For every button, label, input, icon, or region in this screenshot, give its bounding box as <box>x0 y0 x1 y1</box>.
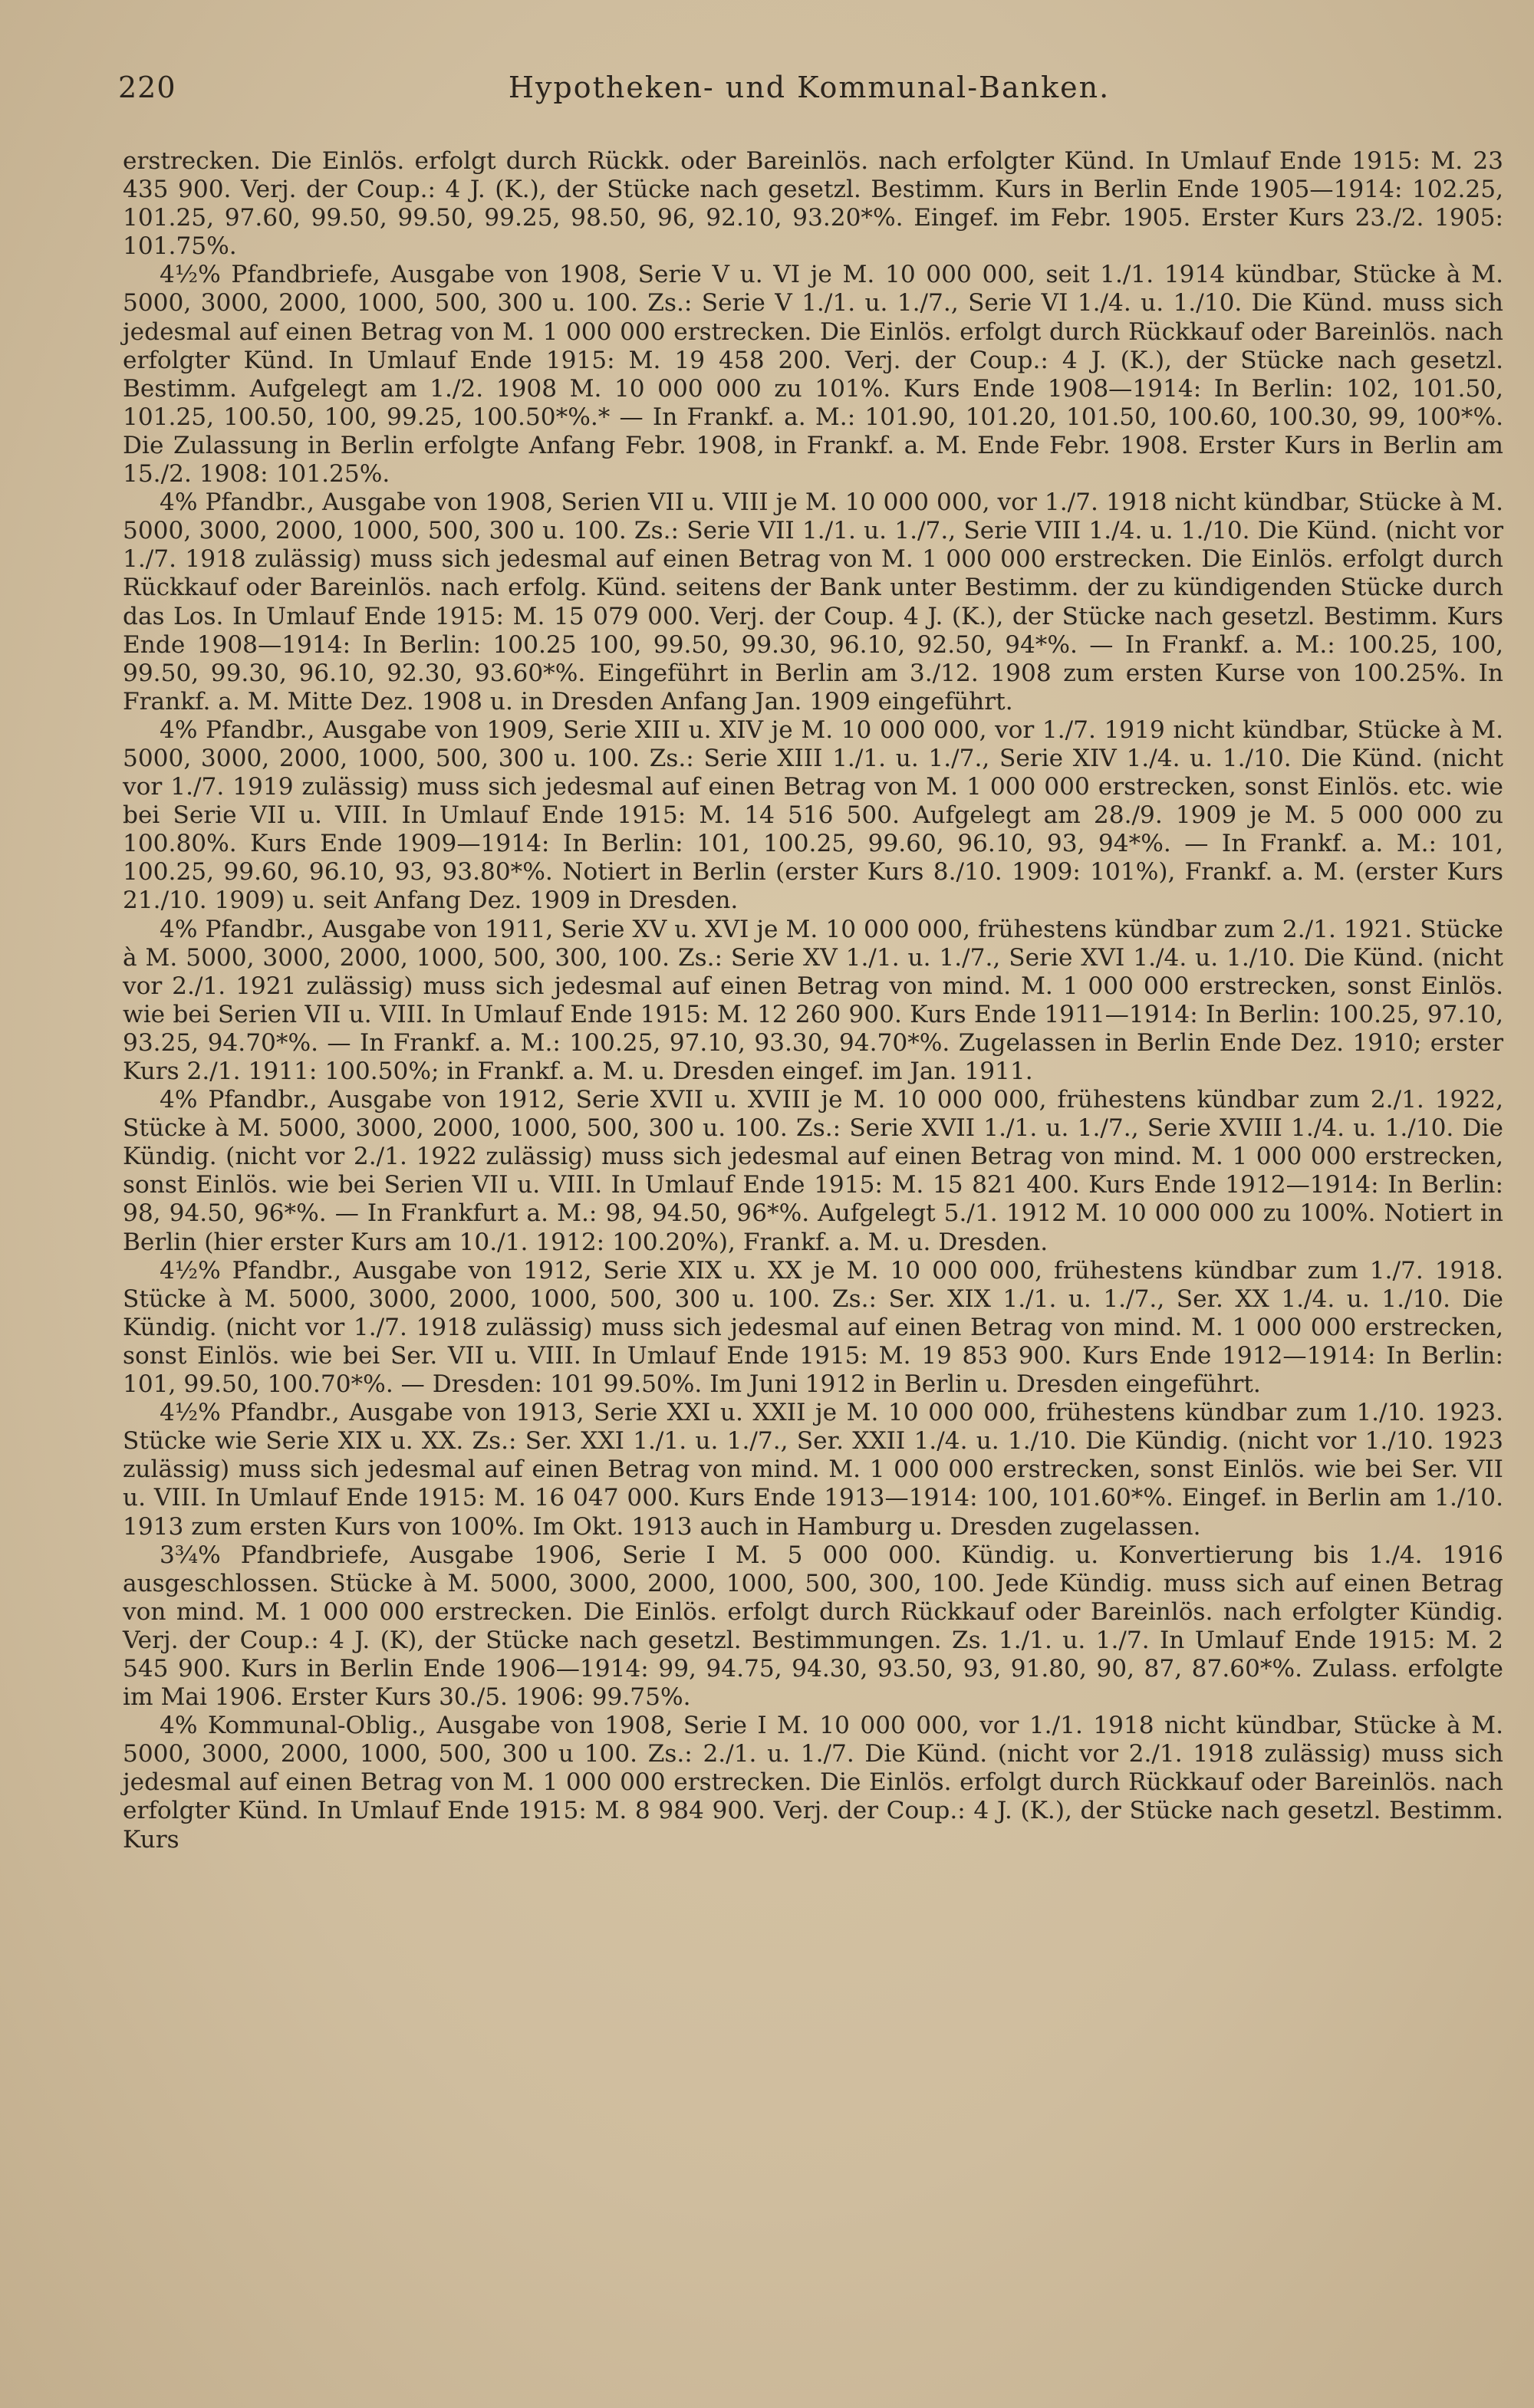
paragraph-pfandbr-series-vii-viii: 4% Pfandbr., Ausgabe von 1908, Serien VII u. VIII je M. 10 000 000, vor 1./7. 1918 nicht kündbar, Stücke à M. 5000, 3000, 2000, 1000, 500, 300 u. 100. Zs.: Serie VII 1./1. u. 1./7., Serie VIII 1./4. u. 1./10. Die Künd. (nicht vor 1./7. 1918 zulässig) muss sich jedesmal auf einen Betrag von M. 1 000 000 erstrecken. Die Einlös. erfolgt durch Rückkauf oder Bareinlös. nach erfolg. Künd. seitens der Bank unter Bestimm. der zu kündigenden Stücke durch das Los. In Umlauf Ende 1915: M. 15 079 000. Verj. der Coup. 4 J. (K.), der Stücke nach gesetzl. Bestimm. Kurs Ende 1908—1914: In Berlin: 100.25 100, 99.50, 99.30, 96.10, 92.50, 94*%. — In Frankf. a. M.: 100.25, 100, 99.50, 99.30, 96.10, 92.30, 93.60*%. Eingeführt in Berlin am 3./12. 1908 zum ersten Kurse von 100.25%. In Frankf. a. M. Mitte Dez. 1908 u. in Dresden Anfang Jan. 1909 eingeführt. <box>123 489 1503 715</box>
body-text <box>123 147 1503 1854</box>
page-number: 220 <box>118 71 176 104</box>
paragraph-pfandbr-series-xiii-xiv: 4% Pfandbr., Ausgabe von 1909, Serie XIII u. XIV je M. 10 000 000, vor 1./7. 1919 nicht kündbar, Stücke à M. 5000, 3000, 2000, 1000, 500, 300 u. 100. Zs.: Serie XIII 1./1. u. 1./7., Serie XIV 1./4. u. 1./10. Die Künd. (nicht vor 1./7. 1919 zulässig) muss sich jedesmal auf einen Betrag von M. 1 000 000 erstrecken, sonst Einlös. etc. wie bei Serie VII u. VIII. In Umlauf Ende 1915: M. 14 516 500. Aufgelegt am 28./9. 1909 je M. 5 000 000 zu 100.80%. Kurs Ende 1909—1914: In Berlin: 101, 100.25, 99.60, 96.10, 93, 94*%. — In Frankf. a. M.: 101, 100.25, 99.60, 96.10, 93, 93.80*%. Notiert in Berlin (erster Kurs 8./10. 1909: 101%), Frankf. a. M. (erster Kurs 21./10. 1909) u. seit Anfang Dez. 1909 in Dresden. <box>123 715 1503 915</box>
paragraph-pfandbriefe-series-v-vi: 4½% Pfandbriefe, Ausgabe von 1908, Serie V u. VI je M. 10 000 000, seit 1./1. 1914 kündbar, Stücke à M. 5000, 3000, 2000, 1000, 500, 300 u. 100. Zs.: Serie V 1./1. u. 1./7., Serie VI 1./4. u. 1./10. Die Künd. muss sich jedesmal auf einen Betrag von M. 1 000 000 erstrecken. Die Einlös. erfolgt durch Rückkauf oder Bareinlös. nach erfolgter Künd. In Umlauf Ende 1915: M. 19 458 200. Verj. der Coup.: 4 J. (K.), der Stücke nach gesetzl. Bestimm. Aufgelegt am 1./2. 1908 M. 10 000 000 zu 101%. Kurs Ende 1908—1914: In Berlin: 102, 101.50, 101.25, 100.50, 100, 99.25, 100.50*%.* — In Frankf. a. M.: 101.90, 101.20, 101.50, 100.60, 100.30, 99, 100*%. Die Zulassung in Berlin erfolgte Anfang Febr. 1908, in Frankf. a. M. Ende Febr. 1908. Erster Kurs in Berlin am 15./2. 1908: 101.25%. <box>123 261 1503 489</box>
paragraph-pfandbr-series-xv-xvi: 4% Pfandbr., Ausgabe von 1911, Serie XV u. XVI je M. 10 000 000, frühestens kündbar zum 2./1. 1921. Stücke à M. 5000, 3000, 2000, 1000, 500, 300, 100. Zs.: Serie XV 1./1. u. 1./7., Serie XVI 1./4. u. 1./10. Die Künd. (nicht vor 2./1. 1921 zulässig) muss sich jedesmal auf einen Betrag von mind. M. 1 000 000 erstrecken, sonst Einlös. wie bei Serien VII u. VIII. In Umlauf Ende 1915: M. 12 260 900. Kurs Ende 1911—1914: In Berlin: 100.25, 97.10, 93.25, 94.70*%. — In Frankf. a. M.: 100.25, 97.10, 93.30, 94.70*%. Zugelassen in Berlin Ende Dez. 1910; erster Kurs 2./1. 1911: 100.50%; in Frankf. a. M. u. Dresden eingef. im Jan. 1911. <box>123 915 1503 1085</box>
running-title: Hypotheken- und Kommunal-Banken. <box>508 71 1111 104</box>
paragraph-pfandbr-series-xxi-xxii: 4½% Pfandbr., Ausgabe von 1913, Serie XXI u. XXII je M. 10 000 000, frühestens kündbar zum 1./10. 1923. Stücke wie Serie XIX u. XX. Zs.: Ser. XXI 1./1. u. 1./7., Ser. XXII 1./4. u. 1./10. Die Kündig. (nicht vor 1./10. 1923 zulässig) muss sich jedesmal auf einen Betrag von mind. M. 1 000 000 erstrecken, sonst Einlös. wie bei Ser. VII u. VIII. In Umlauf Ende 1915: M. 16 047 000. Kurs Ende 1913—1914: 100, 101.60*%. Eingef. in Berlin am 1./10. 1913 zum ersten Kurs von 100%. Im Okt. 1913 auch in Hamburg u. Dresden zugelassen. <box>123 1399 1503 1541</box>
paragraph-pfandbr-series-xix-xx: 4½% Pfandbr., Ausgabe von 1912, Serie XIX u. XX je M. 10 000 000, frühestens kündbar zum 1./7. 1918. Stücke à M. 5000, 3000, 2000, 1000, 500, 300 u. 100. Zs.: Ser. XIX 1./1. u. 1./7., Ser. XX 1./4. u. 1./10. Die Kündig. (nicht vor 1./7. 1918 zulässig) muss sich jedesmal auf einen Betrag von mind. M. 1 000 000 erstrecken, sonst Einlös. wie bei Ser. VII u. VIII. In Umlauf Ende 1915: M. 19 853 900. Kurs Ende 1912—1914: In Berlin: 101, 99.50, 100.70*%. — Dresden: 101 99.50%. Im Juni 1912 in Berlin u. Dresden eingeführt. <box>123 1256 1503 1399</box>
paragraph-kommunal-oblig-series-i: 4% Kommunal-Oblig., Ausgabe von 1908, Serie I M. 10 000 000, vor 1./1. 1918 nicht kündbar, Stücke à M. 5000, 3000, 2000, 1000, 500, 300 u 100. Zs.: 2./1. u. 1./7. Die Künd. (nicht vor 2./1. 1918 zulässig) muss sich jedesmal auf einen Betrag von M. 1 000 000 erstrecken. Die Einlös. erfolgt durch Rückkauf oder Bareinlös. nach erfolgter Künd. In Umlauf Ende 1915: M. 8 984 900. Verj. der Coup.: 4 J. (K.), der Stücke nach gesetzl. Bestimm. Kurs <box>123 1712 1503 1854</box>
paragraph-pfandbr-series-xvii-xviii: 4% Pfandbr., Ausgabe von 1912, Serie XVII u. XVIII je M. 10 000 000, frühestens kündbar zum 2./1. 1922, Stücke à M. 5000, 3000, 2000, 1000, 500, 300 u. 100. Zs.: Serie XVII 1./1. u. 1./7., Serie XVIII 1./4. u. 1./10. Die Kündig. (nicht vor 2./1. 1922 zulässig) muss sich jedesmal auf einen Betrag von mind. M. 1 000 000 erstrecken, sonst Einlös. wie bei Serien VII u. VIII. In Umlauf Ende 1915: M. 15 821 400. Kurs Ende 1912—1914: In Berlin: 98, 94.50, 96*%. — In Frankfurt a. M.: 98, 94.50, 96*%. Aufgelegt 5./1. 1912 M. 10 000 000 zu 100%. Notiert in Berlin (hier erster Kurs am 10./1. 1912: 100.20%), Frankf. a. M. u. Dresden. <box>123 1086 1503 1256</box>
paragraph-pfandbriefe-1906-series-i: 3¾% Pfandbriefe, Ausgabe 1906, Serie I M. 5 000 000. Kündig. u. Konvertierung bis 1./4. 1916 ausgeschlossen. Stücke à M. 5000, 3000, 2000, 1000, 500, 300, 100. Jede Kündig. muss sich auf einen Betrag von mind. M. 1 000 000 erstrecken. Die Einlös. erfolgt durch Rückkauf oder Bareinlös. nach erfolgter Kündig. Verj. der Coup.: 4 J. (K), der Stücke nach gesetzl. Bestimmungen. Zs. 1./1. u. 1./7. In Umlauf Ende 1915: M. 2 545 900. Kurs in Berlin Ende 1906—1914: 99, 94.75, 94.30, 93.50, 93, 91.80, 90, 87, 87.60*%. Zulass. erfolgte im Mai 1906. Erster Kurs 30./5. 1906: 99.75%. <box>123 1541 1503 1712</box>
paragraph-continuation: erstrecken. Die Einlös. erfolgt durch Rückk. oder Bareinlös. nach erfolgter Künd. In Umlauf Ende 1915: M. 23 435 900. Verj. der Coup.: 4 J. (K.), der Stücke nach gesetzl. Bestimm. Kurs in Berlin Ende 1905—1914: 102.25, 101.25, 97.60, 99.50, 99.50, 99.25, 98.50, 96, 92.10, 93.20*%. Eingef. im Febr. 1905. Erster Kurs 23./2. 1905: 101.75%. <box>123 147 1503 261</box>
page-header <box>115 71 1503 117</box>
